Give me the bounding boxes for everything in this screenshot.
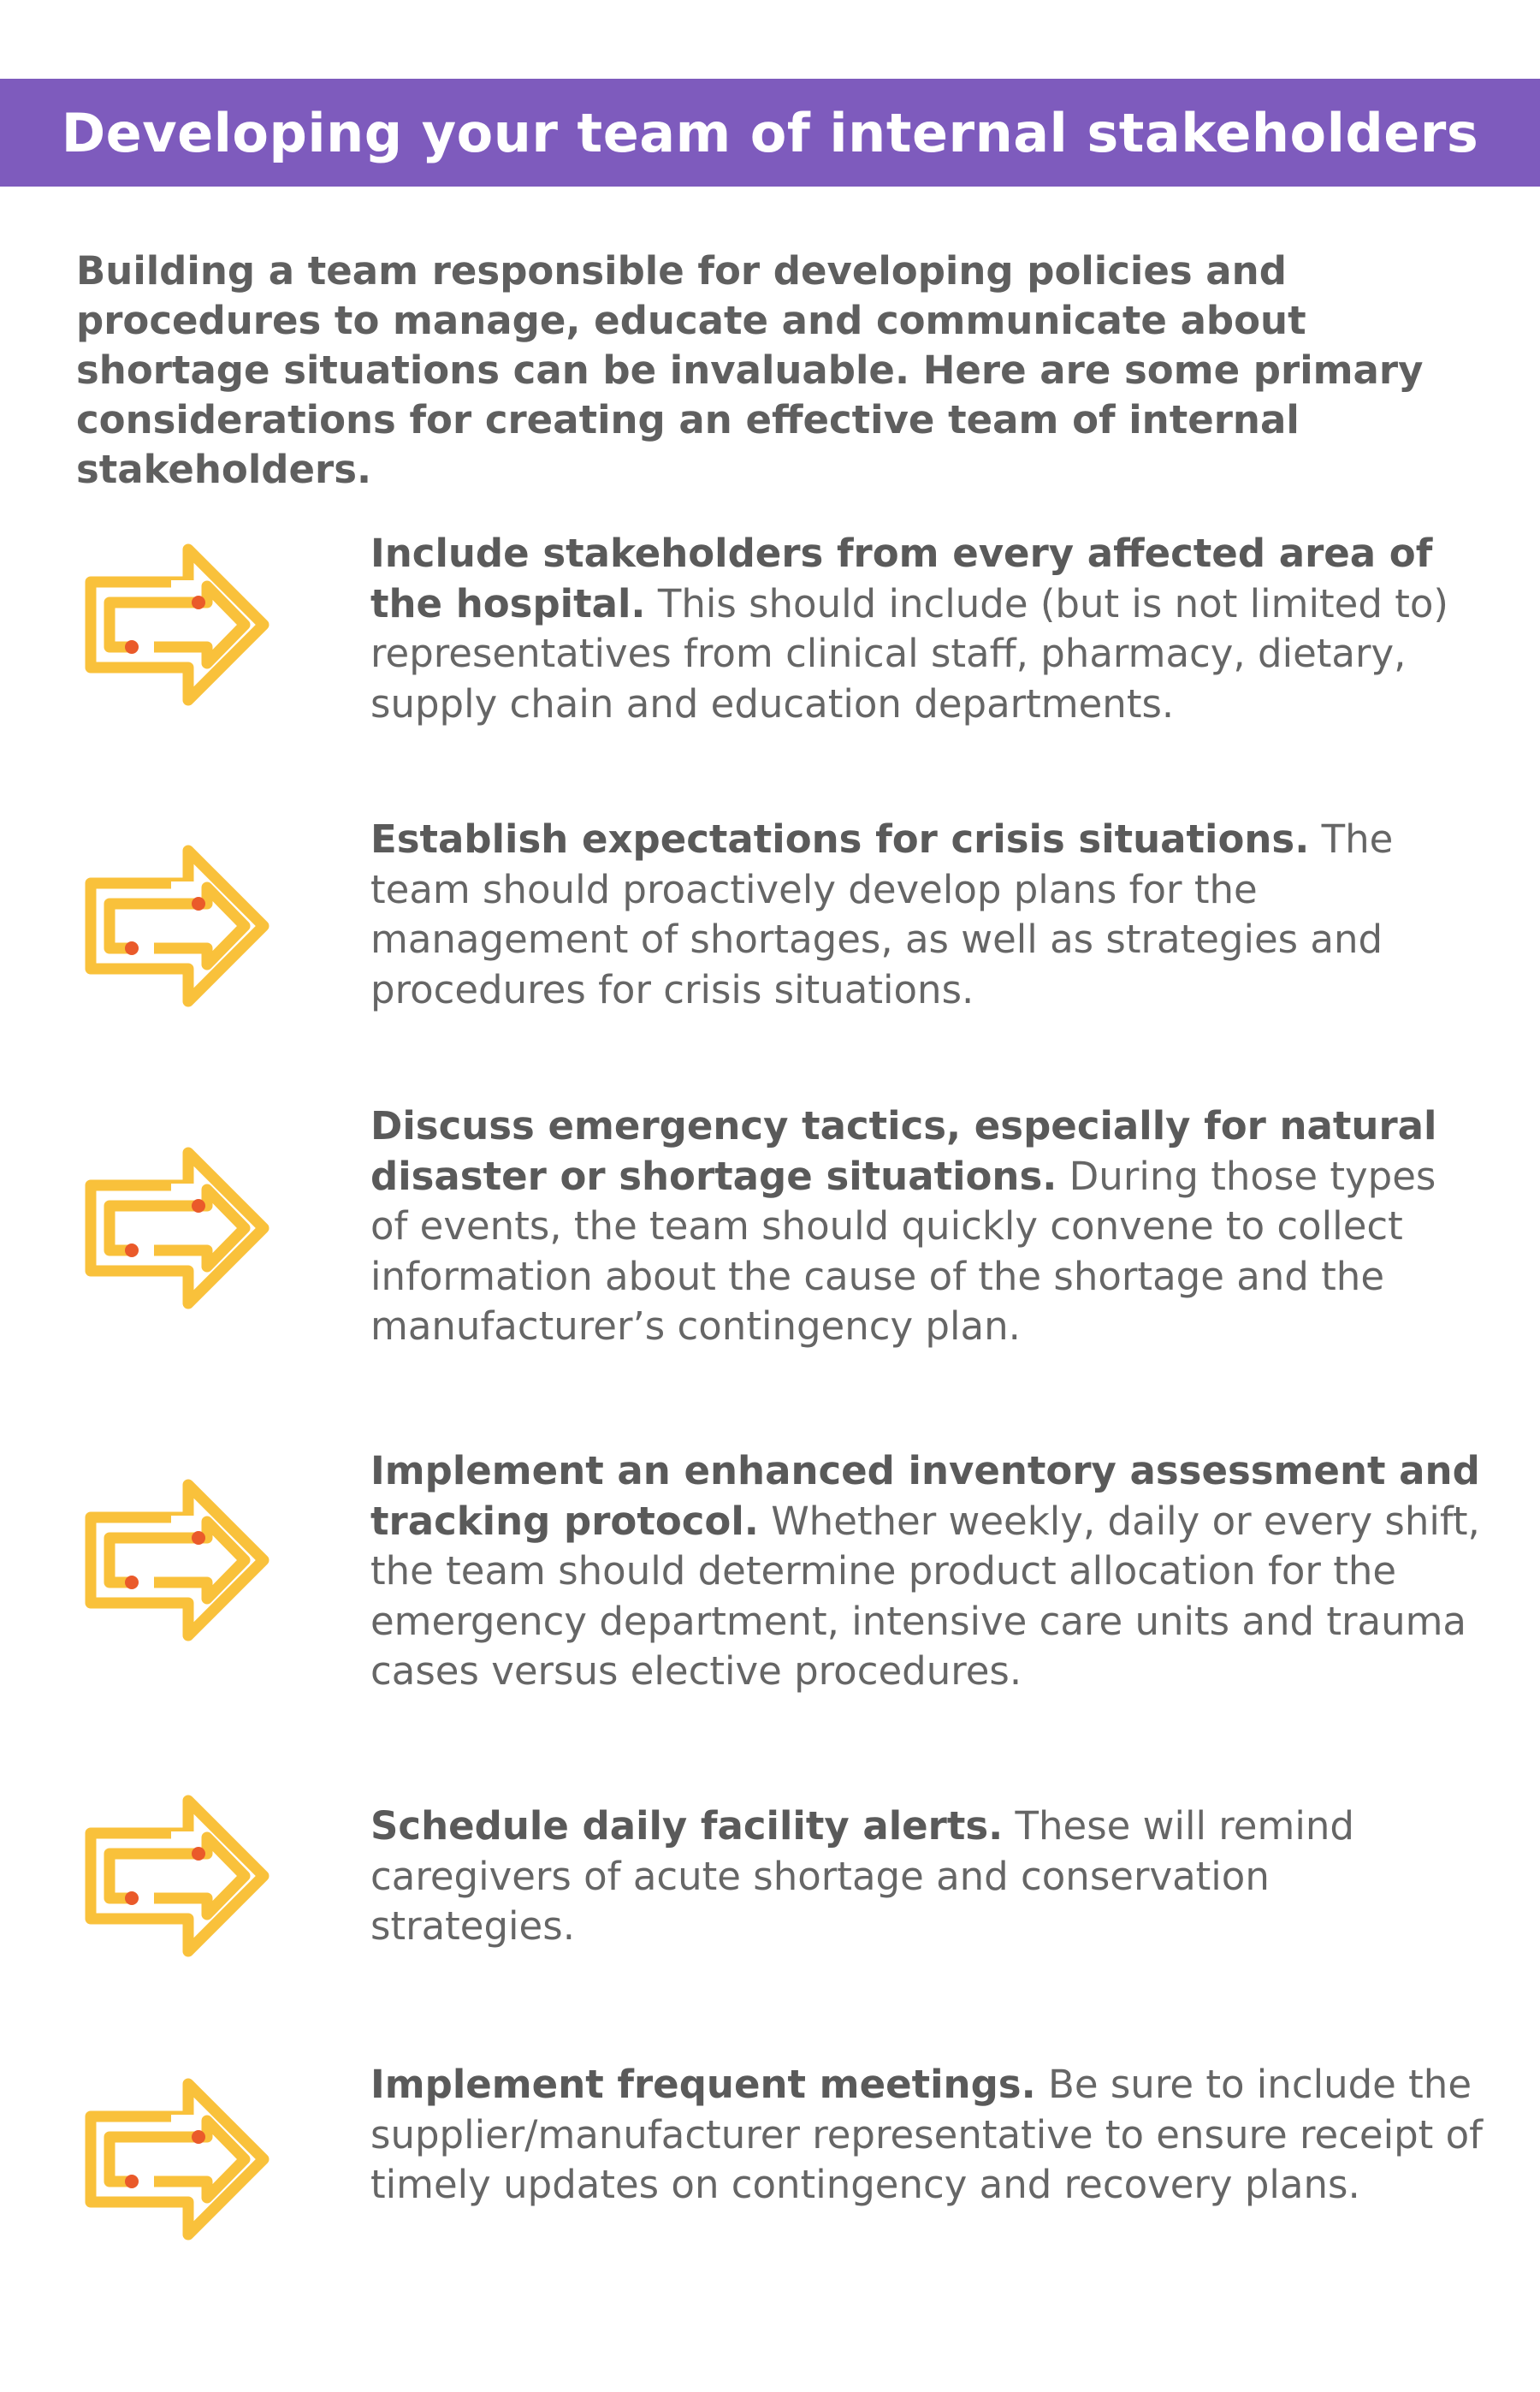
arrow-right-icon: [77, 1470, 308, 1650]
list-item-text: [370, 529, 1483, 729]
list-item-body: Be sure to include the supplier/manufacturer representative to ensure receipt of timely updates on contingency and recovery plans.: [370, 2062, 1483, 2207]
list-item-text: [370, 815, 1483, 1015]
list-item-body: Whether weekly, daily or every shift, the team should determine product allocation for the emergency department, intensive care units and trauma cases versus elective procedures.: [370, 1498, 1480, 1694]
arrow-right-icon: [77, 2069, 308, 2249]
list-item-body: The team should proactively develop plans for the management of shortages, as well as strategies and procedures for crisis situations.: [370, 816, 1394, 1012]
list-item-body: These will remind caregivers of acute shortage and conservation strategies.: [370, 1803, 1354, 1949]
arrow-right-icon: [77, 535, 308, 715]
list-item-title: Include stakeholders from every affected area of the hospital.: [370, 531, 1433, 626]
list-item-text: [370, 1446, 1483, 1697]
arrow-right-icon: [77, 1138, 308, 1318]
list-item-text: [370, 1801, 1483, 1952]
arrow-right-icon: [77, 836, 308, 1016]
list-item-title: Implement an enhanced inventory assessment and tracking protocol.: [370, 1448, 1480, 1544]
list-item-body: During those types of events, the team should quickly convene to collect information about the cause of the shortage and the manufacturer’s contingency plan.: [370, 1153, 1436, 1349]
arrow-right-icon: [77, 1786, 308, 1966]
intro-paragraph: Building a team responsible for developing policies and procedures to manage, educate and communicate about shortage situations can be invaluable. Here are some primary considerations for creating an effective team of internal stakeholders.: [76, 248, 1424, 492]
list-item-title: Schedule daily facility alerts.: [370, 1803, 1004, 1849]
list-item-title: Discuss emergency tactics, especially for natural disaster or shortage situations.: [370, 1103, 1437, 1199]
list-item-title: Establish expectations for crisis situations.: [370, 816, 1310, 862]
list-item-text: [370, 2060, 1483, 2211]
page-title: Developing your team of internal stakeholders: [61, 101, 1479, 164]
header-banner: [0, 79, 1540, 187]
list-item-title: Implement frequent meetings.: [370, 2062, 1036, 2107]
list-item-text: [370, 1101, 1483, 1352]
list-item-body: This should include (but is not limited to) representatives from clinical staff, pharmacy, dietary, supply chain and education departments.: [370, 580, 1448, 727]
